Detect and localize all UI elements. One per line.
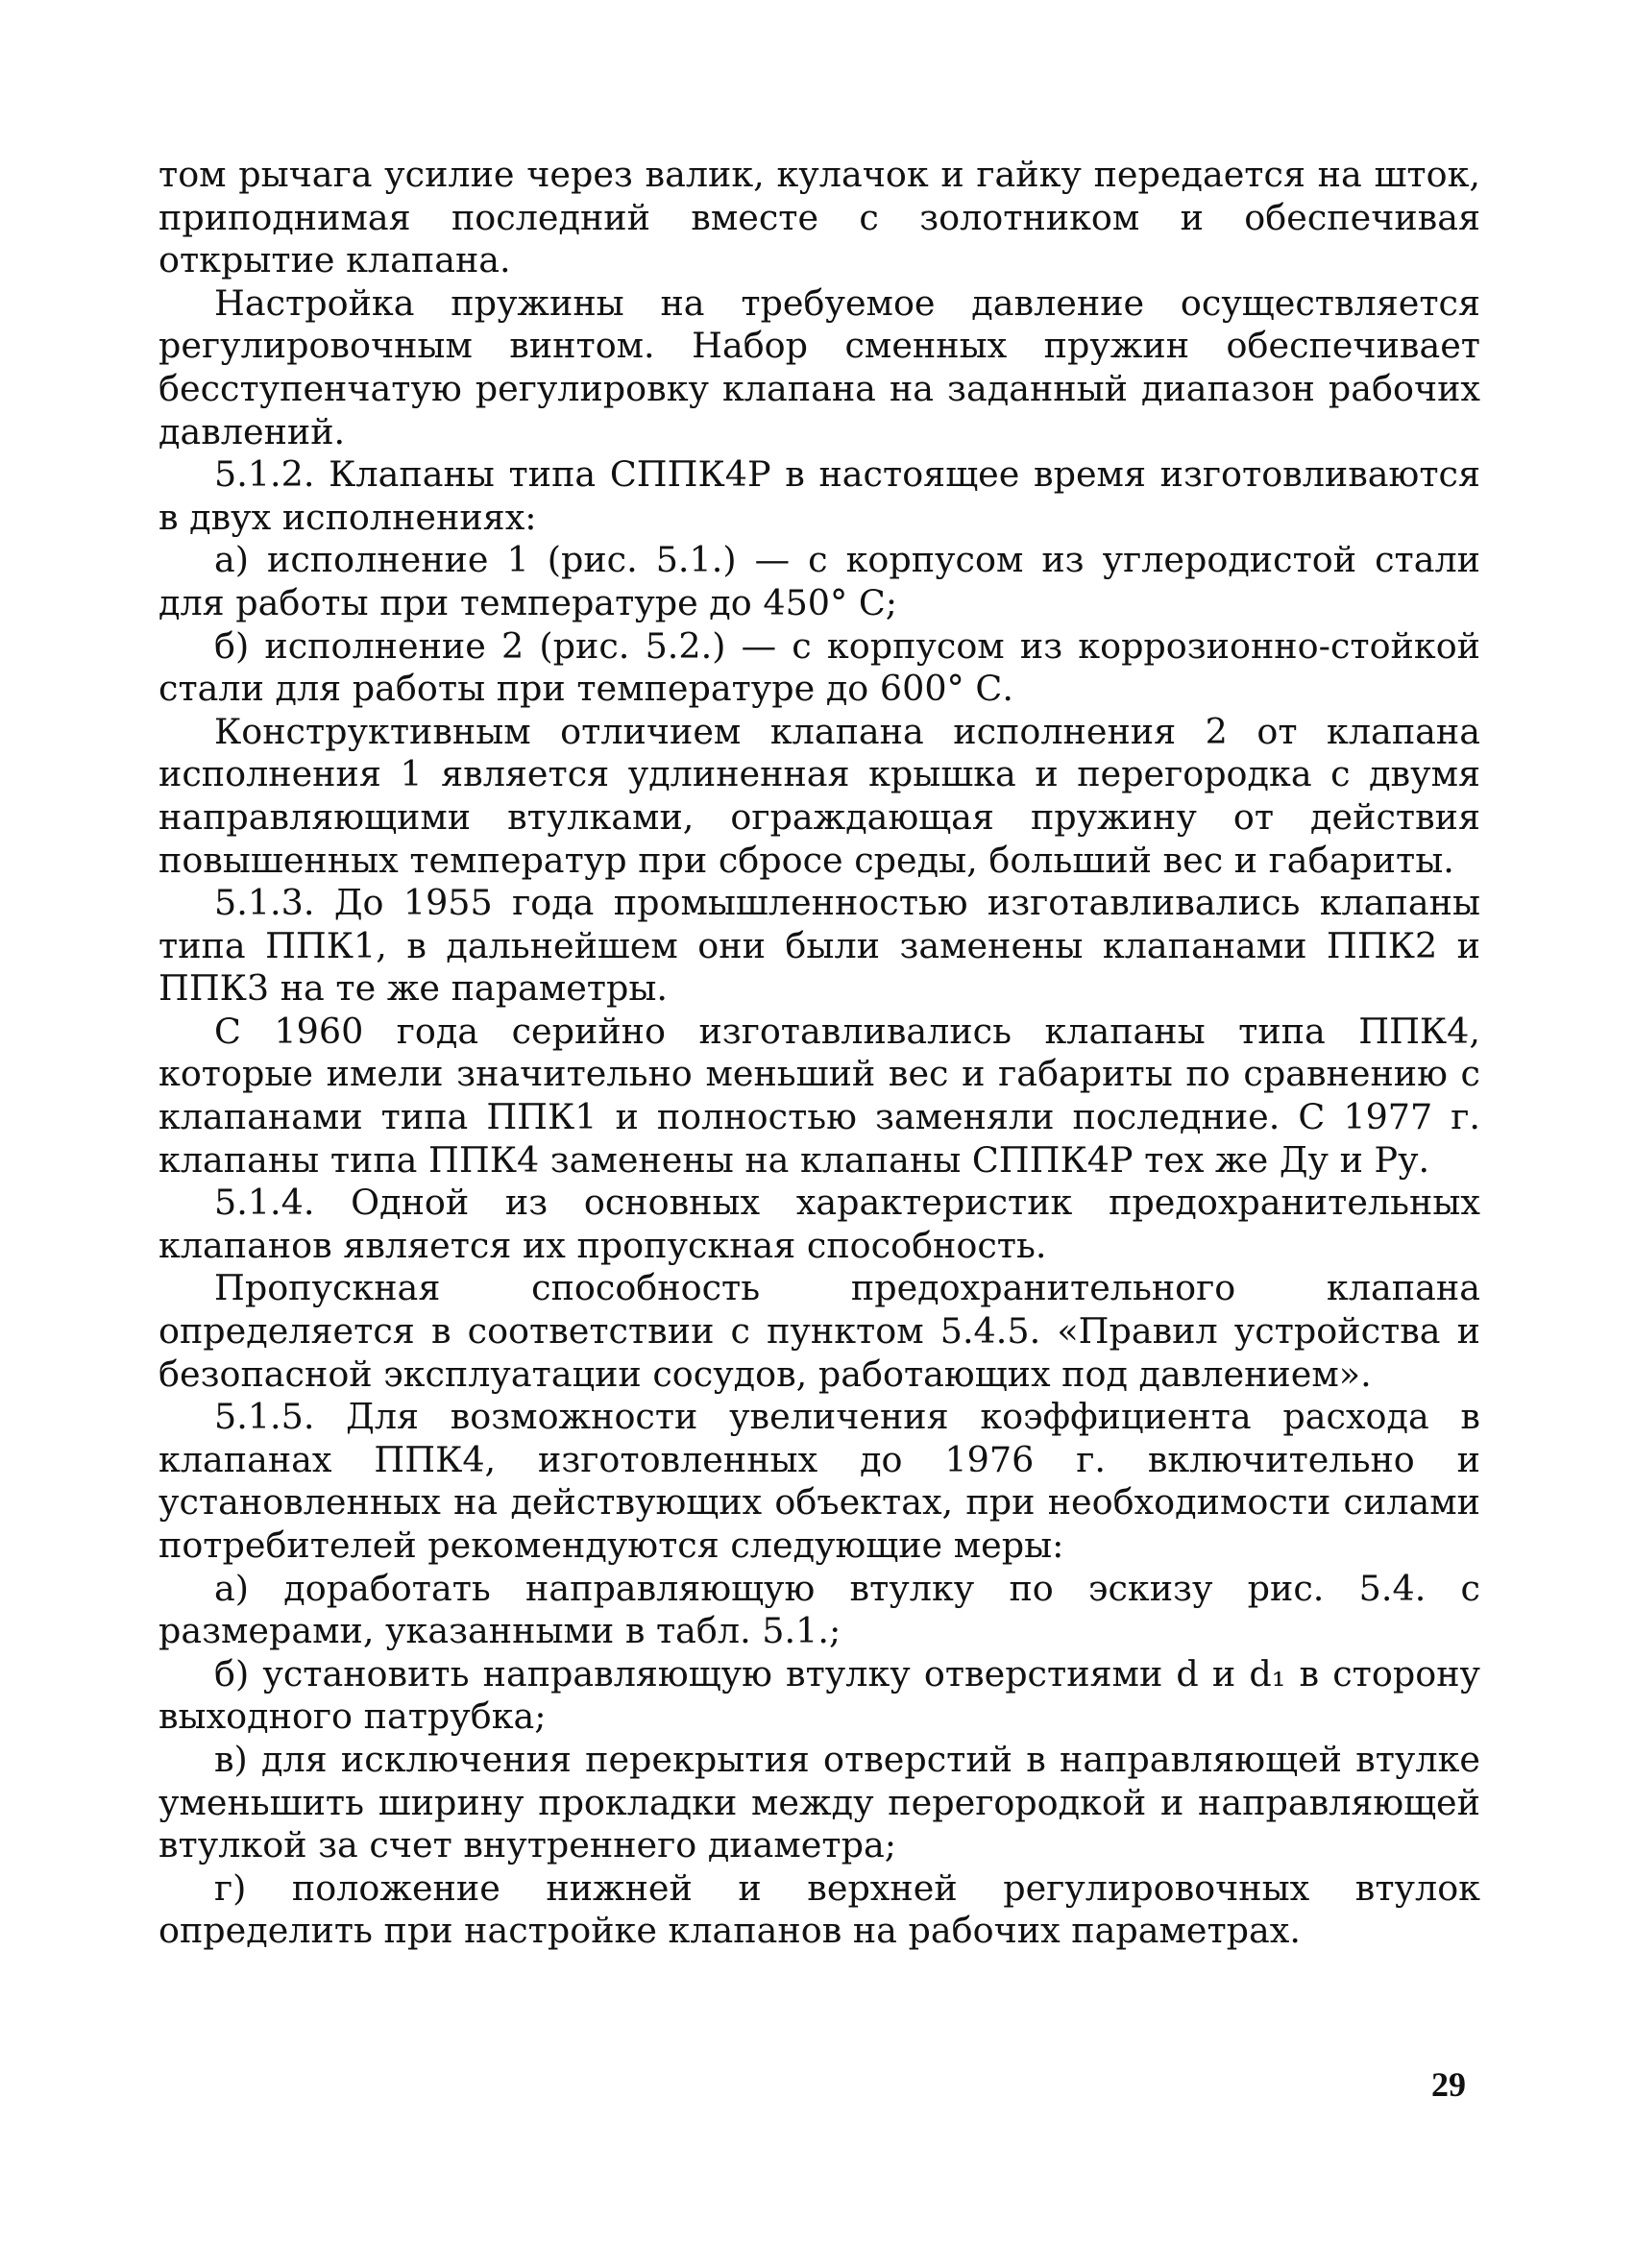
paragraph-5-1-2: 5.1.2. Клапаны типа СППК4Р в настоящее время изготовливаются в двух исполнениях: (159, 453, 1480, 538)
paragraph-5-1-4: 5.1.4. Одной из основных характеристик предохранительных клапанов является их пропускная способность. (159, 1182, 1480, 1266)
paragraph-5-1-5: 5.1.5. Для возможности увеличения коэффициента расхода в клапанах ППК4, изготовленных до 1976 г. включительно и установленных на действующих объектах, при необходимости силами потребителей рекомендуются следующие меры: (159, 1396, 1480, 1566)
paragraph-continuation: том рычага усилие через валик, кулачок и гайку передается на шток, приподнимая последний вместе с золотником и обеспечивая открытие клапана. (159, 154, 1480, 281)
list-item-a-version-1: а) исполнение 1 (рис. 5.1.) — с корпусом из углеродистой стали для работы при температуре до 450° С; (159, 539, 1480, 623)
body-text (159, 154, 1480, 1953)
list-item-v-gasket: в) для исключения перекрытия отверстий в направляющей втулке уменьшить ширину прокладки между перегородкой и направляющей втулкой за счет внутреннего диаметра; (159, 1738, 1480, 1866)
paragraph-throughput: Пропускная способность предохранительного клапана определяется в соответствии с пунктом 5.4.5. «Правил устройства и безопасной эксплуатации сосудов, работающих под давлением». (159, 1267, 1480, 1395)
paragraph-since-1960: С 1960 года серийно изготавливались клапаны типа ППК4, которые имели значительно меньший вес и габариты по сравнению с клапанами типа ППК1 и полностью заменяли последние. С 1977 г. клапаны типа ППК4 заменены на клапаны СППК4Р тех же Ду и Ру. (159, 1010, 1480, 1181)
list-item-b-install: б) установить направляющую втулку отверстиями d и d₁ в сторону выходного патрубка; (159, 1652, 1480, 1738)
list-item-a-rework: а) доработать направляющую втулку по эскизу рис. 5.4. с размерами, указанными в табл. 5.1.; (159, 1567, 1480, 1652)
page-number: 29 (1431, 2065, 1466, 2104)
list-item-b-version-2: б) исполнение 2 (рис. 5.2.) — с корпусом из коррозионно-стойкой стали для работы при температуре до 600° С. (159, 624, 1480, 710)
paragraph-design-difference: Конструктивным отличием клапана исполнения 2 от клапана исполнения 1 является удлиненная крышка и перегородка с двумя направляющими втулками, ограждающая пружину от действия повышенных температур при сбросе среды, больший вес и габариты. (159, 710, 1480, 881)
paragraph-spring-setting: Настройка пружины на требуемое давление осуществляется регулировочным винтом. Набор сменных пружин обеспечивает бесступенчатую регулировку клапана на заданный диапазон рабочих давлений. (159, 281, 1480, 452)
paragraph-5-1-3: 5.1.3. До 1955 года промышленностью изготавливались клапаны типа ППК1, в дальнейшем они были заменены клапанами ППК2 и ППК3 на те же параметры. (159, 882, 1480, 1010)
list-item-g-bushings: г) положение нижней и верхней регулировочных втулок определить при настройке клапанов на рабочих параметрах. (159, 1866, 1480, 1952)
